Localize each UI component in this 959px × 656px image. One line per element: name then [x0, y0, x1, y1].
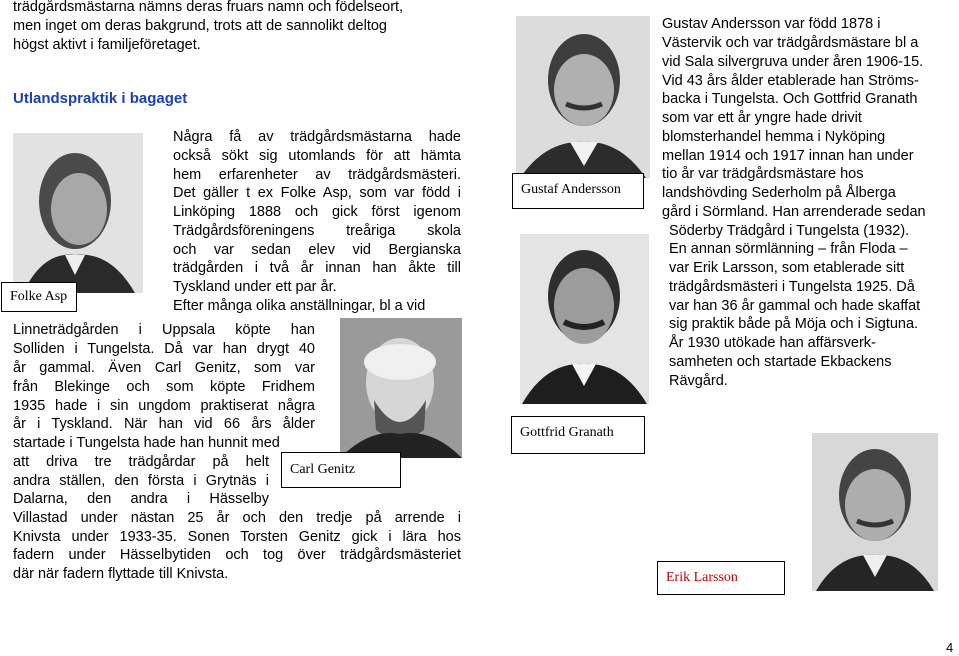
- caption-carl-genitz: Carl Genitz: [281, 452, 401, 488]
- page-number: 4: [946, 640, 954, 655]
- text-line: trädgårdsmästeri i Tungelsta 1925. Då: [669, 279, 915, 295]
- text-line: backa i Tungelsta. Och Gottfrid Granath: [662, 91, 918, 107]
- photo-folke-asp: [13, 133, 143, 293]
- text-line: andra ställen, den första i Grytnäs i: [13, 473, 269, 489]
- text-line: Linneträdgården i Uppsala köpte han: [13, 322, 315, 338]
- photo-gottfrid-granath: [520, 234, 649, 404]
- text-line: startade i Tungelsta hade han hunnit med: [13, 435, 280, 451]
- caption-gustaf-andersson: Gustaf Andersson: [512, 173, 644, 209]
- text-line: 1935 hade i sin ungdom praktiserat några: [13, 398, 315, 414]
- text-line: År 1930 utökade han affärsverk-: [669, 335, 876, 351]
- text-line: Rävgård.: [669, 373, 728, 389]
- text-line: från Blekinge och som köpte Fridhem: [13, 379, 315, 395]
- text-line: vid Sala silvergruva under åren 1906-15.: [662, 54, 924, 70]
- text-line: Trädgårdsföreningens treåriga skola: [173, 223, 461, 239]
- text-line: En annan sörmlänning – från Floda –: [669, 241, 908, 257]
- intro-line: men inget om deras bakgrund, trots att de sannolikt deltog: [13, 18, 387, 34]
- text-line: landshövding Sederholm på Ålberga: [662, 185, 896, 201]
- text-line: år i Tyskland. När han vid 66 års ålder: [13, 416, 315, 432]
- text-line: trädgården i två år innan han åkte till: [173, 260, 461, 276]
- text-line: gård i Sörmland. Han arrenderade sedan: [662, 204, 926, 220]
- text-line: som var ett år yngre hade drivit: [662, 110, 862, 126]
- text-line: hem erfarenheter av trädgårdsmästeri.: [173, 167, 461, 183]
- text-line: Villastad under nästan 25 år och den tredje på arrende i: [13, 510, 461, 526]
- caption-gottfrid-granath: Gottfrid Granath: [511, 416, 645, 454]
- intro-line: trädgårdsmästarna nämns deras fruars namn och födelseort,: [13, 0, 404, 15]
- text-line: mellan 1914 och 1917 innan han under: [662, 148, 914, 164]
- text-line: Linköping 1888 och gick först igenom: [173, 204, 461, 220]
- photo-carl-genitz: [340, 318, 462, 458]
- text-line: år gammal. Även Carl Genitz, som var: [13, 360, 315, 376]
- text-line: också sökt sig utomlands för att hämta: [173, 148, 461, 164]
- text-line: Vid 43 års ålder etablerade han Ströms-: [662, 73, 919, 89]
- text-line: där när fadern flyttade till Knivsta.: [13, 566, 229, 582]
- text-line: Dalarna, den andra i Hässelby: [13, 491, 269, 507]
- text-line: Det gäller t ex Folke Asp, som var född i: [173, 185, 461, 201]
- text-line: Gustav Andersson var född 1878 i: [662, 16, 881, 32]
- text-line: Efter många olika anställningar, bl a vid: [173, 298, 426, 314]
- text-line: och var sedan elev vid Bergianska: [173, 242, 461, 258]
- text-line: Några få av trädgårdsmästarna hade: [173, 129, 461, 145]
- text-line: Västervik och var trädgårdsmästare bl a: [662, 35, 919, 51]
- text-line: Tyskland under ett par år.: [173, 279, 337, 295]
- photo-erik-larsson: [812, 433, 938, 591]
- text-line: att driva tre trädgårdar på helt: [13, 454, 269, 470]
- caption-erik-larsson: Erik Larsson: [657, 561, 785, 595]
- text-line: blomsterhandel hemma i Nyköping: [662, 129, 886, 145]
- text-line: var han 36 år gammal och hade skaffat: [669, 298, 921, 314]
- text-line: var Erik Larsson, som etablerade sitt: [669, 260, 905, 276]
- text-line: fadern under Hässelbytiden och tog över trädgårdsmästeriet: [13, 547, 461, 563]
- section-heading: Utlandspraktik i bagaget: [13, 90, 188, 107]
- text-line: Knivsta under 1933-35. Sonen Torsten Genitz gick i lära hos: [13, 529, 461, 545]
- photo-gustaf-andersson: [516, 16, 650, 178]
- caption-folke-asp: Folke Asp: [1, 282, 77, 312]
- text-line: Söderby Trädgård i Tungelsta (1932).: [669, 223, 910, 239]
- intro-line: högst aktivt i familjeföretaget.: [13, 37, 201, 53]
- text-line: Solliden i Tungelsta. Då var han drygt 40: [13, 341, 315, 357]
- text-line: samheten och startade Ekbackens: [669, 354, 892, 370]
- text-line: sig praktik både på Möja och i Sigtuna.: [669, 316, 919, 332]
- text-line: tio år var trädgårdsmästare hos: [662, 166, 864, 182]
